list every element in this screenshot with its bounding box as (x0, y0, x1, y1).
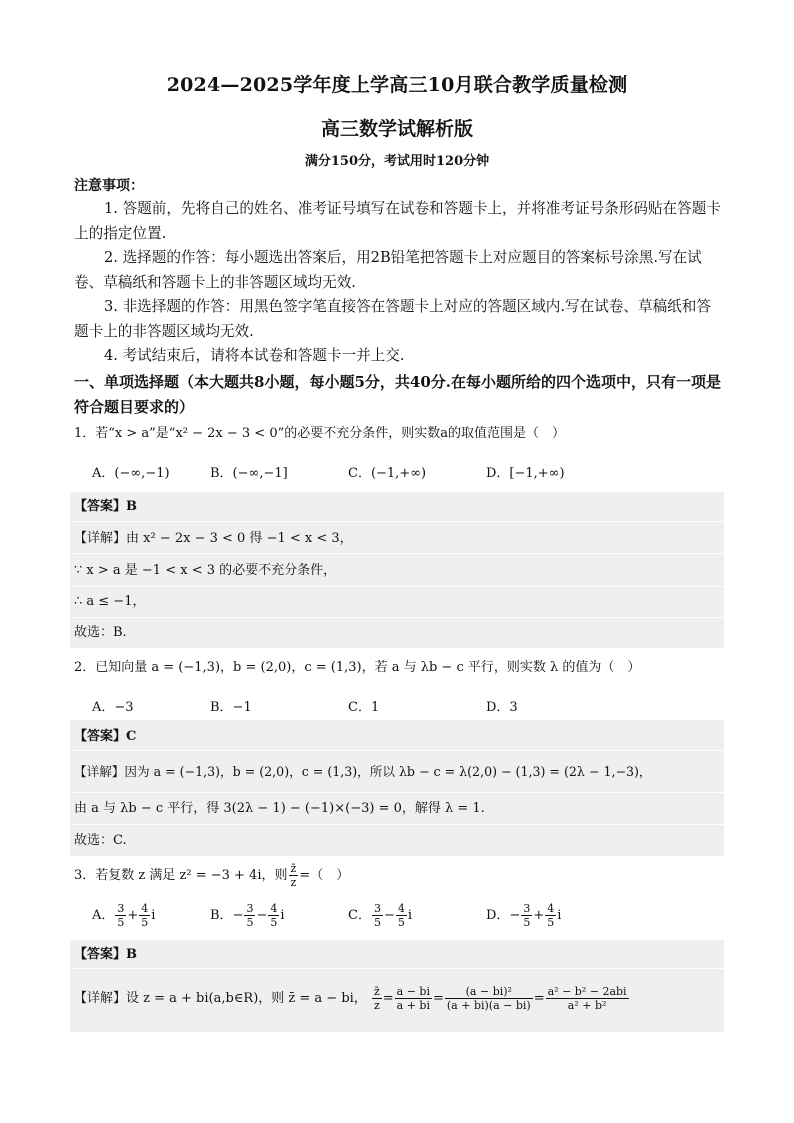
question-2-options (92, 696, 722, 722)
option-a: A．−3 (92, 700, 134, 715)
detail-3-line-1: 【详解】设 z = a + bi(a,b∈R)，则 z̄ = a − bi， $\frac{z̄}{z}$ = $\frac{a - bi}{a + bi}$ = $\frac{\text{(a − bi)²}}{(a + bi)(a - bi)}$ = $\frac{\text{a² − b² − 2abi}}{\text{a² + b²}}$ (74, 985, 627, 1012)
detail-2-line-2: 由 a 与 λb − c 平行，得 3(2λ − 1) − (−1)×(−3) = 0，解得 λ = 1. (74, 801, 485, 816)
answer-1: 【答案】B (74, 499, 137, 514)
option-c: C．(−1,+∞) (348, 466, 427, 481)
score-time-note: 满分150分，考试用时120分钟 (304, 154, 490, 169)
option-c: C．1 (348, 700, 380, 715)
option-b: B．(−∞,−1] (210, 466, 288, 481)
option-c: C． $\frac{3}{5}$ − $\frac{4}{5}$ i (348, 902, 413, 929)
question-1-stem: 1．若“x > a”是“x² − 2x − 3 < 0”的必要不充分条件，则实数a的取值范围是（ ） (74, 426, 566, 441)
notice-item-3: 3. 非选择题的作答：用黑色签字笔直接答在答题卡上对应的答题区域内.写在试卷、草稿纸和答题卡上的非答题区域均无效. (74, 298, 711, 340)
option-a: A．(−∞,−1) (92, 466, 170, 481)
detail-1-line-2: ∵ x > a 是 −1 < x < 3 的必要不充分条件， (74, 563, 337, 578)
question-1-options (92, 462, 722, 488)
exam-title: 2024—2025学年度上学高三10月联合教学质量检测 (166, 74, 628, 96)
notice-item-2: 2. 选择题的作答：每小题选出答案后，用2B铅笔把答题卡上对应题目的答案标号涂黑.写在试卷、草稿纸和答题卡上的非答题区域均无效. (74, 249, 702, 291)
question-2-stem: 2．已知向量 a = (−1,3)，b = (2,0)，c = (1,3)，若 a 与 λb − c 平行，则实数 λ 的值为（ ） (74, 660, 641, 675)
notice-item-1: 1. 答题前，先将自己的姓名、准考证号填写在试卷和答题卡上，并将准考证号条形码贴在答题卡上的指定位置. (74, 200, 721, 242)
question-3-options (92, 902, 722, 936)
notice-heading: 注意事项： (74, 178, 144, 194)
question-3-stem: 3．若复数 z 满足 z² = −3 + 4i，则 $\frac{z̄}{z}$ =（ ） (74, 862, 350, 889)
option-b: B．− $\frac{3}{5}$ − $\frac{4}{5}$ i (210, 902, 285, 929)
stem-fraction: $\frac{z̄}{z}$ (290, 862, 297, 889)
exam-subtitle: 高三数学试解析版 (320, 118, 473, 140)
option-b: B．−1 (210, 700, 252, 715)
detail-2-line-3: 故选：C. (74, 833, 127, 848)
option-d: D．− $\frac{3}{5}$ + $\frac{4}{5}$ i (486, 902, 562, 929)
option-d: D．3 (486, 700, 518, 715)
detail-1-line-4: 故选：B. (74, 625, 127, 640)
option-d: D．[−1,+∞) (486, 466, 565, 481)
detail-2-line-1: 【详解】因为 a = (−1,3)，b = (2,0)，c = (1,3)，所以 λb − c = λ(2,0) − (1,3) = (2λ − 1,−3)， (74, 764, 652, 779)
notice-item-4: 4. 考试结束后，请将本试卷和答题卡一并上交. (104, 347, 405, 364)
section-heading: 一、单项选择题（本大题共8小题，每小题5分，共40分.在每小题所给的四个选项中，只有一项是符合题目要求的） (74, 373, 721, 416)
detail-1-line-1: 【详解】由 x² − 2x − 3 < 0 得 −1 < x < 3， (74, 531, 353, 546)
answer-2: 【答案】C (74, 729, 137, 744)
answer-3: 【答案】B (74, 947, 137, 962)
detail-1-line-3: ∴ a ≤ −1， (74, 594, 146, 609)
option-a: A． $\frac{3}{5}$ + $\frac{4}{5}$ i (92, 902, 156, 929)
